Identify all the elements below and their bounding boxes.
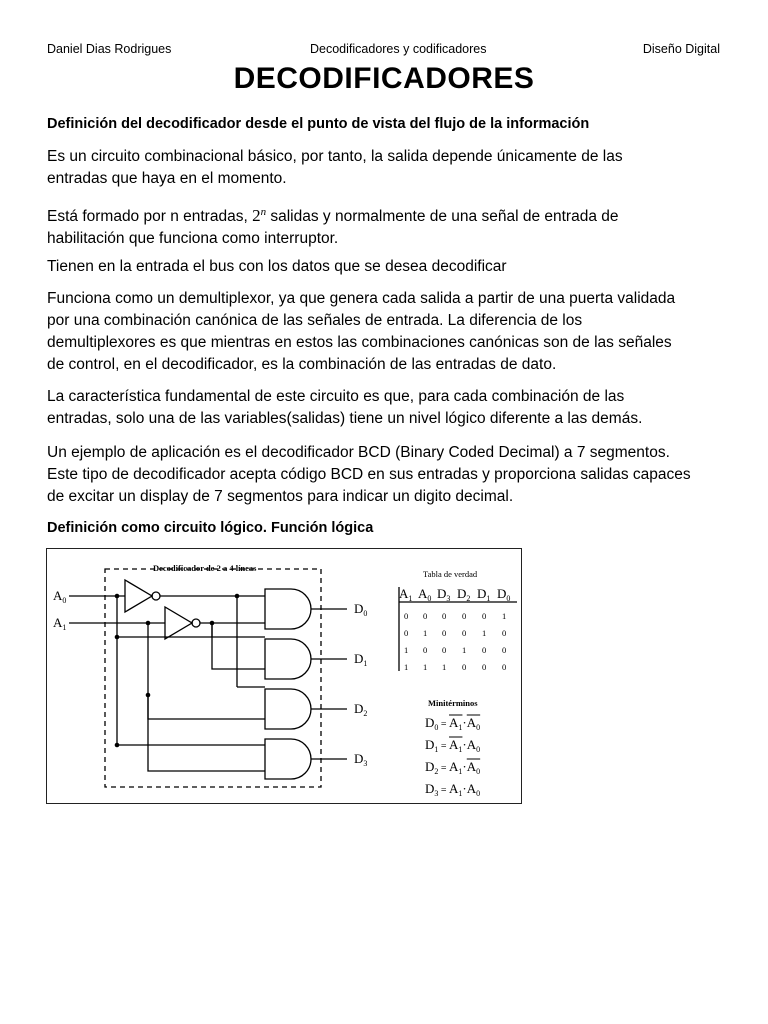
truth-table-cell: 0	[423, 645, 428, 655]
math-exponent: n	[260, 206, 267, 218]
and-gate-d1	[265, 639, 311, 679]
paragraph-line: La característica fundamental de este circuito es que, para cada combinación de las	[47, 388, 625, 405]
paragraph-1	[47, 146, 737, 190]
input-label-a1: $A_1$	[53, 615, 67, 632]
truth-table-header-cell: $A_0$	[418, 586, 432, 603]
minterm-equation: $D_2$ = $A_1\cdot A_0$	[425, 759, 481, 776]
truth-table-cell: 1	[404, 662, 409, 672]
junction-dot	[115, 635, 120, 640]
text-run: Está formado por n entradas,	[47, 208, 253, 226]
output-label-d1: $D_1$	[354, 651, 368, 668]
junction-dot	[210, 621, 215, 626]
section-heading-information-flow: Definición del decodificador desde el punto de vista del flujo de la información	[47, 116, 590, 132]
input-label-a0: $A_0$	[53, 588, 67, 605]
paragraph-3	[47, 256, 737, 278]
and-gate-d2	[265, 689, 311, 729]
truth-table-cell: 0	[404, 628, 409, 638]
junction-dot	[146, 693, 151, 698]
truth-table-cell: 0	[404, 611, 409, 621]
and-gate-d3	[265, 739, 311, 779]
header-subject: Diseño Digital	[642, 42, 720, 56]
decoder-diagram	[47, 549, 521, 803]
not-gate-a0	[125, 580, 152, 612]
truth-table-cell: 0	[502, 628, 507, 638]
minterms-list	[425, 715, 480, 798]
junction-dot	[115, 743, 120, 748]
paragraph-line	[47, 201, 737, 228]
feed-g1-b	[212, 623, 265, 669]
paragraph-line: entradas, solo una de las variables(salidas) tiene un nivel lógico diferente a las demás.	[47, 410, 643, 427]
minterm-equation: $D_1$ = $A_1\cdot A_0$	[425, 737, 481, 754]
truth-table-cell: 1	[442, 662, 447, 672]
paragraph-line: de control, en el decodificador, es la combinación de las entradas de dato.	[47, 356, 557, 373]
truth-table-cell: 1	[482, 628, 487, 638]
paragraph-line: por una combinación canónica de las señales de entrada. La diferencia de los	[47, 312, 583, 329]
truth-table-header-cell: $D_3$	[437, 586, 451, 603]
truth-table-cell: 1	[404, 645, 409, 655]
paragraph-line: de excitar un display de 7 segmentos para indicar un digito decimal.	[47, 488, 514, 505]
paragraph-line: habilitación que funciona como interruptor.	[47, 230, 339, 248]
header-topic: Decodificadores y codificadores	[310, 42, 487, 56]
truth-table-cell: 0	[462, 662, 467, 672]
paragraph-line: Un ejemplo de aplicación es el decodificador BCD (Binary Coded Decimal) a 7 segmentos.	[47, 444, 670, 461]
not-gate-a1	[165, 607, 192, 639]
truth-table-cell: 0	[442, 611, 447, 621]
paragraph-line: Funciona como un demultiplexor, ya que genera cada salida a partir de una puerta validada	[47, 290, 676, 307]
feed-g3-b	[148, 695, 265, 771]
paragraph-line: Este tipo de decodificador acepta código BCD en sus entradas y proporciona salidas capaces	[47, 466, 691, 483]
bus-not-a1	[200, 623, 212, 637]
minterm-equation: $D_0$ = $A_1\cdot A_0$	[425, 715, 481, 732]
truth-table-header	[399, 586, 510, 603]
truth-table-cell: 0	[502, 645, 507, 655]
feed-g2-b	[148, 695, 265, 719]
section-heading-logic-circuit: Definición como circuito lógico. Función lógica	[47, 520, 374, 536]
paragraph-5	[47, 386, 737, 430]
paragraph-line: entradas que haya en el momento.	[47, 170, 287, 187]
truth-table-header-cell: $D_0$	[497, 586, 511, 603]
truth-table-cell: 0	[482, 645, 487, 655]
truth-table-cell: 0	[482, 662, 487, 672]
paragraph-line: Tienen en la entrada el bus con los datos que se desea decodificar	[47, 258, 507, 275]
junction-dot	[115, 594, 120, 599]
truth-table-cell: 0	[502, 662, 507, 672]
paragraph-line: Es un circuito combinacional básico, por tanto, la salida depende únicamente de las	[47, 148, 623, 165]
minterm-equation: $D_3$ = $A_1\cdot A_0$	[425, 781, 481, 798]
truth-table-header-cell: $D_1$	[477, 586, 491, 603]
output-label-d0: $D_0$	[354, 601, 368, 618]
minterms-title: Minitérminos	[428, 698, 478, 708]
truth-table-body	[404, 611, 506, 672]
output-label-d2: $D_2$	[354, 701, 368, 718]
and-gate-d0	[265, 589, 311, 629]
paragraph-6	[47, 442, 737, 508]
decoder-boundary	[105, 569, 321, 787]
truth-table-cell: 1	[502, 611, 507, 621]
truth-table-cell: 0	[442, 628, 447, 638]
junction-dot	[146, 621, 151, 626]
truth-table-cell: 0	[462, 628, 467, 638]
page-title: DECODIFICADORES	[233, 62, 535, 95]
truth-table-cell: 1	[462, 645, 467, 655]
truth-table-cell: 0	[423, 611, 428, 621]
junction-dot	[235, 594, 240, 599]
truth-table-cell: 1	[423, 628, 428, 638]
bus-not-a0	[160, 596, 237, 687]
truth-table-cell: 1	[423, 662, 428, 672]
paragraph-4	[47, 288, 737, 376]
decoder-figure	[46, 548, 522, 804]
math-base: 2	[252, 206, 261, 226]
paragraph-line: demultiplexores es que mientras en estos las combinaciones canónicas son de las señales	[47, 334, 672, 351]
truth-table-cell: 0	[482, 611, 487, 621]
truth-table-header-cell: $D_2$	[457, 586, 471, 603]
truth-table-cell: 0	[462, 611, 467, 621]
text-run: salidas y normalmente de una señal de entrada de	[266, 208, 619, 226]
circuit-label: Decodificador de 2 a 4 líneas	[153, 563, 257, 573]
truth-table-header-cell: $A_1$	[399, 586, 413, 603]
header-author: Daniel Dias Rodrigues	[47, 42, 172, 56]
truth-table-cell: 0	[442, 645, 447, 655]
truth-table-title: Tabla de verdad	[423, 569, 478, 579]
paragraph-2	[47, 201, 737, 250]
output-label-d3: $D_3$	[354, 751, 368, 768]
